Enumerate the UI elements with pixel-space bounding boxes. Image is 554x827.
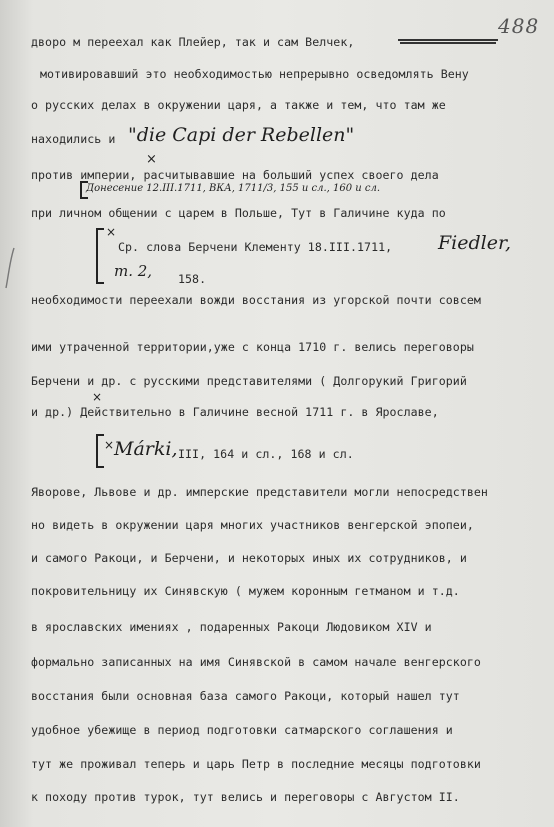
text-line-20: к походу против турок, тут велись и переговоры с Августом II.: [31, 790, 460, 804]
handwritten-marki: Márki,: [114, 438, 178, 460]
text-line-8: ими утраченной территории,уже с конца 1710 г. велись переговоры: [31, 340, 474, 354]
text-line-6: при личном общении с царем в Польше, Тут в Галичине куда по: [31, 206, 446, 220]
handwritten-fiedler: Fiedler,: [438, 232, 512, 254]
page-number: 488: [498, 14, 540, 38]
text-line-5: против империи, расчитывавшие на больший успех своего дела: [31, 168, 439, 182]
footnote-asterisk: ×: [146, 152, 157, 167]
text-line-17: восстания были основная база самого Ракоци, который нашел тут: [31, 689, 460, 703]
insert-bracket: [80, 181, 88, 199]
handwritten-tom: т. 2,: [114, 262, 153, 280]
text-line-9: Берчени и др. с русскими представителями ( Долгорукий Григорий: [31, 374, 467, 388]
text-line-3: о русских делах в окружении царя, а также и тем, что там же: [31, 98, 446, 112]
text-line-14: покровительницу их Синявскую ( мужем коронным гетманом и т.д.: [31, 584, 460, 598]
text-line-2: мотивировавший это необходимостью непрерывно осведомлять Вену: [40, 67, 469, 81]
text-line-1: дворо м переехал как Плейер, так и сам Велчек,: [31, 35, 355, 49]
footnote-line-1: Ср. слова Берчени Клементу 18.III.1711,: [118, 240, 393, 254]
text-line-16: формально записанных на имя Синявской в самом начале венгерского: [31, 655, 481, 669]
crossed-out-word: [398, 33, 498, 49]
text-line-18: удобное убежище в период подготовки сатмарского соглашения и: [31, 723, 453, 737]
text-line-12: но видеть в окружении царя многих участников венгерской эпопеи,: [31, 518, 474, 532]
text-line-19: тут же проживал теперь и царь Петр в последние месяцы подготовки: [31, 757, 481, 771]
text-line-13: и самого Ракоци, и Берчени, и некоторых иных их сотрудников, и: [31, 551, 467, 565]
margin-mark: [0, 240, 30, 300]
footnote-asterisk: ×: [106, 225, 117, 239]
footnote-bracket: [96, 434, 104, 468]
footnote-line-3: III, 164 и сл., 168 и сл.: [178, 447, 354, 461]
text-line-15: в ярославских имениях , подаренных Ракоци Людовиком XIV и: [31, 620, 432, 634]
handwritten-quote: "die Capi der Rebellen": [128, 124, 355, 146]
footnote-line-2: 158.: [178, 272, 207, 286]
footnote-asterisk: ×: [92, 390, 103, 404]
text-line-11: Яворове, Львове и др. имперские представители могли непосредствен: [31, 485, 488, 499]
text-line-10: и др.) Действительно в Галичине весной 1711 г. в Ярославе,: [31, 405, 439, 419]
text-line-4: находились и: [31, 132, 116, 146]
text-line-7: необходимости переехали вожди восстания из угорской почти совсем: [31, 293, 481, 307]
footnote-asterisk: ×: [104, 438, 115, 452]
footnote-bracket: [96, 228, 104, 284]
handwritten-reference: Донесение 12.III.1711, ВКА, 1711/3, 155 и сл., 160 и сл.: [86, 183, 381, 194]
